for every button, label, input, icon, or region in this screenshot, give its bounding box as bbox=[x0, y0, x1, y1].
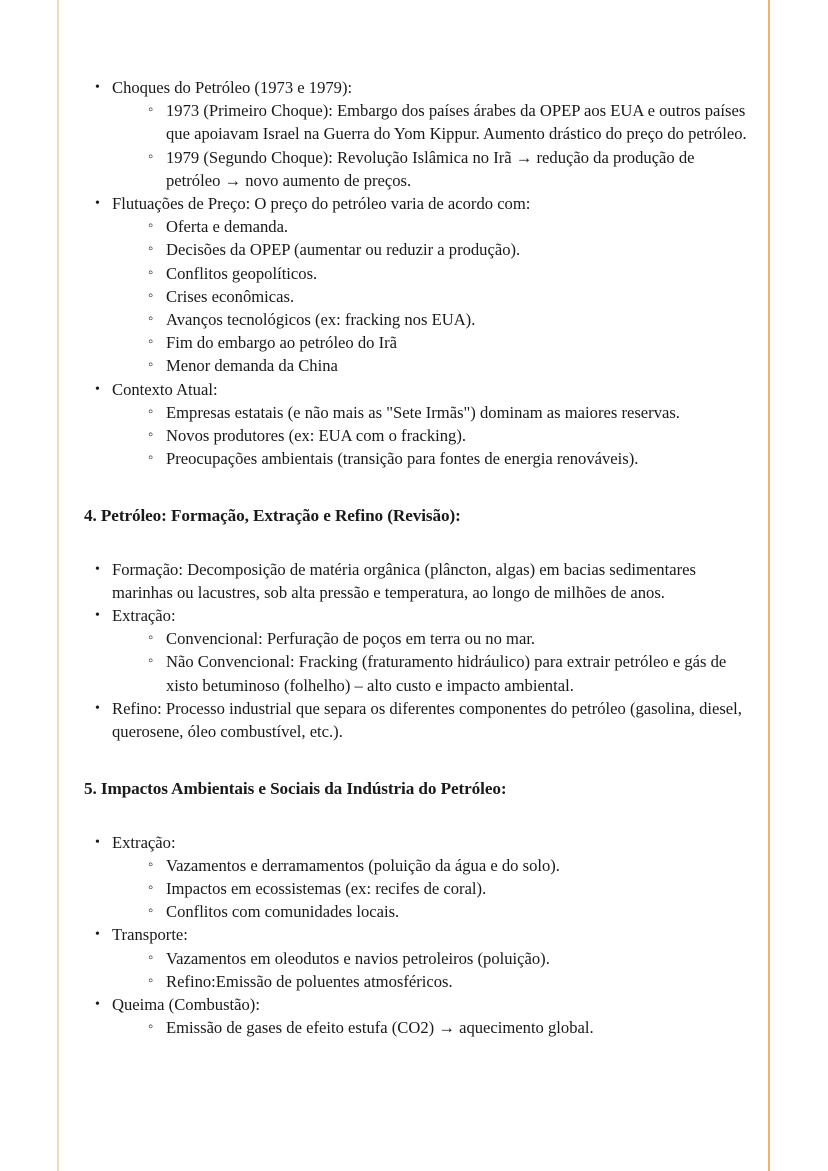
sub-bullet-list bbox=[138, 947, 752, 993]
sub-list-item-text: ◦ Oferta e demanda. bbox=[166, 215, 752, 238]
list-item bbox=[84, 378, 752, 471]
sublist-wrapper bbox=[112, 99, 752, 192]
sub-list-item bbox=[138, 447, 752, 470]
bullet-list bbox=[84, 831, 752, 1040]
sub-bullet-list bbox=[138, 854, 752, 924]
sub-bullet-list bbox=[138, 1016, 752, 1039]
sub-list-item bbox=[138, 854, 752, 877]
sub-list-item-text: ◦ Não Convencional: Fracking (fraturamento hidráulico) para extrair petróleo e gás de xisto betuminoso (folhelho) – alto custo e impacto ambiental. bbox=[166, 650, 752, 696]
list-item bbox=[84, 923, 752, 993]
sub-bullet-list bbox=[138, 401, 752, 471]
sub-list-item bbox=[138, 308, 752, 331]
sublist-wrapper bbox=[112, 401, 752, 471]
list-item bbox=[84, 697, 752, 743]
sub-list-item-text: ◦ Crises econômicas. bbox=[166, 285, 752, 308]
sub-list-item-text: ◦ Emissão de gases de efeito estufa (CO2) → aquecimento global. bbox=[166, 1016, 752, 1039]
sub-list-item-text: ◦ Preocupações ambientais (transição para fontes de energia renováveis). bbox=[166, 447, 752, 470]
sub-list-item bbox=[138, 424, 752, 447]
sub-bullet-list bbox=[138, 627, 752, 697]
list-item-text: • Flutuações de Preço: O preço do petróleo varia de acordo com: bbox=[112, 192, 752, 215]
list-item-text: • Refino: Processo industrial que separa os diferentes componentes do petróleo (gasolina, diesel, querosene, óleo combustível, etc.). bbox=[112, 697, 752, 743]
sublist-wrapper bbox=[112, 215, 752, 377]
list-item bbox=[84, 831, 752, 924]
sub-list-item-text: ◦ Impactos em ecossistemas (ex: recifes de coral). bbox=[166, 877, 752, 900]
section-heading: 4. Petróleo: Formação, Extração e Refino (Revisão): bbox=[84, 506, 461, 526]
sub-list-item-text: ◦ Avanços tecnológicos (ex: fracking nos EUA). bbox=[166, 308, 752, 331]
sub-list-item bbox=[138, 877, 752, 900]
list-item-text: • Contexto Atual: bbox=[112, 378, 752, 401]
heading-block bbox=[84, 777, 752, 800]
sub-list-item bbox=[138, 285, 752, 308]
sub-list-item-text: ◦ 1979 (Segundo Choque): Revolução Islâmica no Irã → redução da produção de petróleo → novo aumento de preços. bbox=[166, 146, 752, 192]
sub-list-item-text: ◦ 1973 (Primeiro Choque): Embargo dos países árabes da OPEP aos EUA e outros países que apoiavam Israel na Guerra do Yom Kippur. Aumento drástico do preço do petróleo. bbox=[166, 99, 752, 145]
sub-list-item-text: ◦ Vazamentos em oleodutos e navios petroleiros (poluição). bbox=[166, 947, 752, 970]
sub-list-item bbox=[138, 970, 752, 993]
list-item-text: • Transporte: bbox=[112, 923, 752, 946]
sub-list-item-text: ◦ Decisões da OPEP (aumentar ou reduzir a produção). bbox=[166, 238, 752, 261]
sub-list-item-text: ◦ Conflitos com comunidades locais. bbox=[166, 900, 752, 923]
sub-list-item bbox=[138, 146, 752, 192]
sub-list-item bbox=[138, 900, 752, 923]
list-item-text: • Choques do Petróleo (1973 e 1979): bbox=[112, 76, 752, 99]
list-item-text: • Formação: Decomposição de matéria orgânica (plâncton, algas) em bacias sedimentares marinhas ou lacustres, sob alta pressão e temperatura, ao longo de milhões de anos. bbox=[112, 558, 752, 604]
section-heading: 5. Impactos Ambientais e Sociais da Indústria do Petróleo: bbox=[84, 779, 507, 799]
heading-block bbox=[84, 504, 752, 527]
sub-list-item-text: ◦ Fim do embargo ao petróleo do Irã bbox=[166, 331, 752, 354]
sub-list-item bbox=[138, 331, 752, 354]
bullet-list bbox=[84, 558, 752, 744]
document-body bbox=[84, 76, 752, 1039]
list-item-text: • Queima (Combustão): bbox=[112, 993, 752, 1016]
sublist-wrapper bbox=[112, 947, 752, 993]
sub-list-item bbox=[138, 401, 752, 424]
left-margin-rule bbox=[57, 0, 59, 1171]
list-item bbox=[84, 558, 752, 604]
sub-bullet-list bbox=[138, 99, 752, 192]
sub-list-item bbox=[138, 650, 752, 696]
sub-list-item bbox=[138, 354, 752, 377]
sublist-wrapper bbox=[112, 627, 752, 697]
sub-list-item bbox=[138, 99, 752, 145]
list-item bbox=[84, 604, 752, 697]
sub-bullet-list bbox=[138, 215, 752, 377]
sub-list-item-text: ◦ Vazamentos e derramamentos (poluição da água e do solo). bbox=[166, 854, 752, 877]
bullet-list bbox=[84, 76, 752, 470]
list-item bbox=[84, 192, 752, 378]
sub-list-item-text: ◦ Refino:Emissão de poluentes atmosféricos. bbox=[166, 970, 752, 993]
sub-list-item-text: ◦ Novos produtores (ex: EUA com o fracking). bbox=[166, 424, 752, 447]
list-item-text: • Extração: bbox=[112, 831, 752, 854]
sub-list-item bbox=[138, 627, 752, 650]
sub-list-item-text: ◦ Menor demanda da China bbox=[166, 354, 752, 377]
sub-list-item bbox=[138, 1016, 752, 1039]
right-margin-rule bbox=[768, 0, 770, 1171]
sub-list-item-text: ◦ Convencional: Perfuração de poços em terra ou no mar. bbox=[166, 627, 752, 650]
sub-list-item-text: ◦ Conflitos geopolíticos. bbox=[166, 262, 752, 285]
list-item-text: • Extração: bbox=[112, 604, 752, 627]
sublist-wrapper bbox=[112, 854, 752, 924]
sublist-wrapper bbox=[112, 1016, 752, 1039]
sub-list-item bbox=[138, 262, 752, 285]
list-item bbox=[84, 993, 752, 1039]
list-item bbox=[84, 76, 752, 192]
sub-list-item bbox=[138, 215, 752, 238]
sub-list-item bbox=[138, 238, 752, 261]
sub-list-item bbox=[138, 947, 752, 970]
sub-list-item-text: ◦ Empresas estatais (e não mais as "Sete Irmãs") dominam as maiores reservas. bbox=[166, 401, 752, 424]
